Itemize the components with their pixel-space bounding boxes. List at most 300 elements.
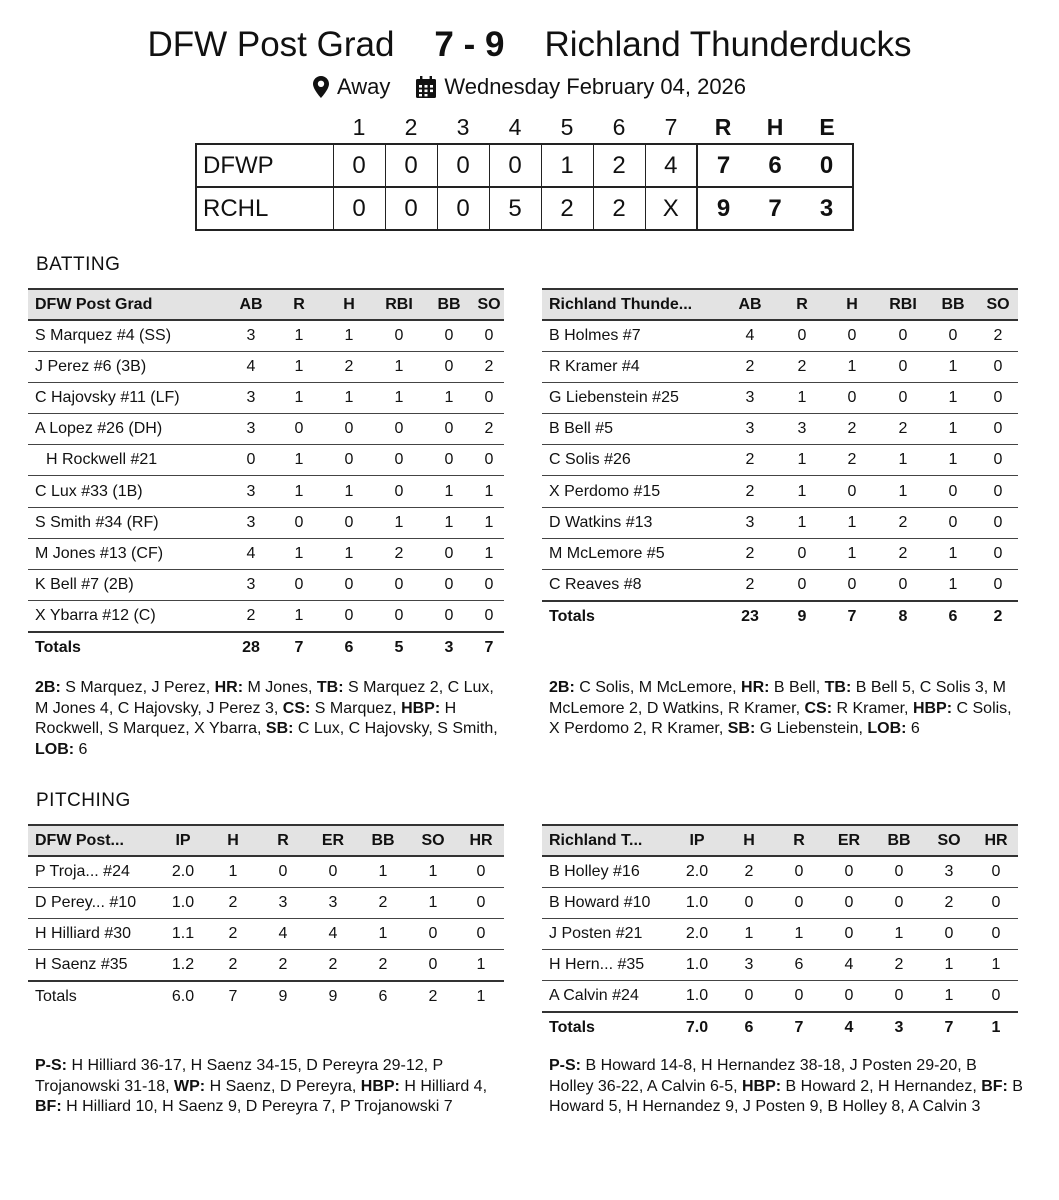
stat-cell: 1	[324, 320, 374, 351]
stat-cell: 0	[474, 382, 504, 413]
stat-cell: 0	[474, 320, 504, 351]
line-score-header	[196, 112, 853, 144]
ab-header: AB	[722, 289, 778, 320]
team-column-header: DFW Post...	[28, 825, 158, 856]
stat-cell: 0	[978, 445, 1018, 476]
stat-cell: 1	[874, 918, 924, 949]
stat-cell: 0	[424, 570, 474, 601]
away-batting-table	[28, 288, 504, 663]
game-header	[0, 20, 1059, 70]
stat-cell: 3	[228, 507, 274, 538]
player-row	[542, 507, 1018, 538]
stat-cell: 1	[928, 414, 978, 445]
player-row	[542, 981, 1018, 1012]
stat-cell: 3	[308, 887, 358, 918]
stat-cell: 1	[408, 856, 458, 887]
player-row	[542, 570, 1018, 601]
player-name: G Liebenstein #25	[542, 382, 722, 413]
totals-label: Totals	[549, 607, 595, 625]
total-cell: 9	[328, 987, 338, 1005]
total-cell: 7	[484, 638, 494, 656]
stat-cell: 0	[824, 918, 874, 949]
note-text: B Bell,	[769, 679, 825, 696]
so-header: SO	[978, 289, 1018, 320]
stat-cell: 1	[474, 476, 504, 507]
hr-header: HR	[458, 825, 504, 856]
h-header: H	[324, 289, 374, 320]
stat-cell: 1	[424, 382, 474, 413]
stat-cell: 1	[274, 382, 324, 413]
player-name: A Calvin #24	[542, 981, 670, 1012]
player-row	[542, 918, 1018, 949]
total-cell: 3	[894, 1019, 904, 1037]
stat-cell: 3	[258, 887, 308, 918]
inning-header: 4	[508, 114, 522, 140]
stat-cell: 1	[878, 445, 928, 476]
player-row	[28, 507, 504, 538]
stat-cell: 2	[208, 950, 258, 981]
player-name: B Holmes #7	[542, 320, 722, 351]
inning-score: 4	[645, 144, 697, 187]
player-row	[542, 856, 1018, 887]
stat-cell: 1	[274, 351, 324, 382]
r-header: R	[258, 825, 308, 856]
stat-cell: 2	[724, 856, 774, 887]
inning-score: 1	[541, 144, 593, 187]
inning-header: 2	[404, 114, 418, 140]
stat-cell: 1	[374, 507, 424, 538]
note-text: R Kramer,	[832, 699, 913, 717]
stat-cell: 1.0	[158, 887, 208, 918]
stat-cell: 0	[274, 414, 324, 445]
stat-cell: 3	[722, 414, 778, 445]
inning-score: 2	[593, 187, 645, 230]
stat-cell: 0	[824, 981, 874, 1012]
inning-score: 2	[593, 144, 645, 187]
note-label: HR:	[741, 679, 770, 696]
stat-cell: 2	[374, 538, 424, 569]
stat-cell: 2	[358, 887, 408, 918]
stat-cell: 1	[424, 507, 474, 538]
stat-cell: 0	[424, 445, 474, 476]
stat-cell: 0	[978, 351, 1018, 382]
stat-cell: 0	[374, 601, 424, 632]
stat-cell: 4	[228, 538, 274, 569]
home-pitching-table	[542, 824, 1018, 1043]
player-row	[542, 950, 1018, 981]
totals-label: Totals	[35, 987, 77, 1005]
player-row	[28, 382, 504, 413]
total-cell: 5	[394, 638, 404, 656]
stat-cell: 0	[324, 601, 374, 632]
stat-cell: 2	[722, 476, 778, 507]
stat-cell: 3	[722, 507, 778, 538]
note-text: H Rockwell, S Marquez, X Ybarra,	[35, 699, 457, 737]
so-header: SO	[924, 825, 974, 856]
stat-cell: 0	[978, 538, 1018, 569]
stat-cell: 0	[928, 507, 978, 538]
total-cell: 7	[944, 1019, 954, 1037]
inning-score: 0	[333, 144, 385, 187]
stat-cell: 2	[474, 414, 504, 445]
stat-cell: 0	[974, 856, 1018, 887]
player-row	[542, 476, 1018, 507]
stat-cell: 1	[974, 950, 1018, 981]
stat-cell: 1	[724, 918, 774, 949]
note-label: LOB:	[867, 720, 907, 737]
stat-cell: 0	[474, 570, 504, 601]
player-row	[28, 414, 504, 445]
note-label: SB:	[265, 720, 294, 737]
player-name: B Holley #16	[542, 856, 670, 887]
note-text: B Howard 2, H Hernandez,	[781, 1077, 982, 1095]
stat-cell: 0	[878, 382, 928, 413]
player-row	[542, 320, 1018, 351]
note-label: HBP:	[912, 699, 953, 717]
player-name: J Posten #21	[542, 918, 670, 949]
total-cell: 7.0	[685, 1019, 709, 1037]
note-label: HR:	[214, 679, 244, 696]
stat-cell: 0	[978, 507, 1018, 538]
game-info	[0, 72, 1059, 102]
stat-cell: 0	[978, 570, 1018, 601]
stat-cell: 0	[774, 887, 824, 918]
stat-cell: 0	[824, 887, 874, 918]
stat-cell: 0	[978, 382, 1018, 413]
stat-cell: 0	[374, 476, 424, 507]
note-label: HBP:	[401, 699, 441, 717]
player-name: C Reaves #8	[542, 570, 722, 601]
note-text: 6	[906, 720, 920, 737]
stat-cell: 2	[978, 320, 1018, 351]
location-item	[313, 74, 390, 100]
stat-cell: 0	[374, 320, 424, 351]
h-header: H	[208, 825, 258, 856]
player-name: K Bell #7 (2B)	[28, 570, 228, 601]
stat-cell: 0	[458, 856, 504, 887]
h-header: H	[826, 289, 878, 320]
runs-total: 7	[697, 144, 749, 187]
errors-total: 0	[801, 144, 853, 187]
player-name: D Perey... #10	[28, 887, 158, 918]
stat-cell: 0	[274, 507, 324, 538]
stat-cell: 1	[778, 476, 826, 507]
total-cell: 6	[744, 1019, 754, 1037]
hits-header: H	[766, 114, 784, 140]
stat-cell: 2	[324, 351, 374, 382]
stat-cell: 0	[778, 320, 826, 351]
stat-cell: 0	[878, 570, 928, 601]
stat-cell: 2	[878, 538, 928, 569]
stat-cell: 0	[228, 445, 274, 476]
home-batting-table	[542, 288, 1018, 632]
date-text: Wednesday February 04, 2026	[444, 74, 747, 99]
inning-score: 5	[489, 187, 541, 230]
player-name: M Jones #13 (CF)	[28, 538, 228, 569]
final-score: 7 - 9	[434, 25, 505, 64]
stat-cell: 1	[374, 351, 424, 382]
totals-label: Totals	[549, 1019, 595, 1037]
total-cell: 2	[428, 987, 438, 1005]
total-cell: 7	[294, 638, 304, 656]
note-label: TB:	[824, 679, 852, 696]
stat-cell: 3	[722, 382, 778, 413]
batting-section-title: BATTING	[36, 254, 121, 275]
stat-cell: 1	[778, 507, 826, 538]
stat-cell: 1	[374, 382, 424, 413]
stat-cell: 2	[878, 414, 928, 445]
stat-cell: 0	[874, 856, 924, 887]
note-text: H Saenz, D Pereyra,	[205, 1077, 361, 1095]
total-cell: 7	[847, 607, 857, 625]
stat-cell: 1	[408, 887, 458, 918]
totals-row	[542, 1012, 1018, 1043]
stat-cell: 1	[928, 445, 978, 476]
stat-cell: 1.0	[670, 981, 724, 1012]
inning-score: 0	[437, 144, 489, 187]
note-text: H Hilliard 4,	[399, 1077, 488, 1095]
map-pin-icon	[313, 76, 329, 98]
stat-cell: 0	[826, 320, 878, 351]
r-header: R	[274, 289, 324, 320]
note-text: B Howard 14-8, H Hernandez 38-18, J Posten 29-20, B Holley 36-22, A Calvin 6-5,	[549, 1057, 977, 1095]
stat-cell: 1	[324, 382, 374, 413]
player-row	[28, 950, 504, 981]
note-text: 6	[74, 740, 88, 758]
note-label: P-S:	[549, 1057, 581, 1074]
bb-header: BB	[928, 289, 978, 320]
inning-header: 1	[352, 114, 366, 140]
stat-cell: 1	[274, 538, 324, 569]
player-name: R Kramer #4	[542, 351, 722, 382]
stat-cell: 4	[258, 918, 308, 949]
so-header: SO	[408, 825, 458, 856]
player-name: A Lopez #26 (DH)	[28, 414, 228, 445]
line-score-row	[196, 187, 853, 230]
stat-cell: 0	[324, 414, 374, 445]
team-column-header: Richland T...	[542, 825, 670, 856]
stat-cell: 2	[878, 507, 928, 538]
note-label: BF:	[35, 1098, 62, 1115]
hr-header: HR	[974, 825, 1018, 856]
inning-score: 0	[333, 187, 385, 230]
stat-cell: 1	[324, 538, 374, 569]
stat-cell: 0	[458, 887, 504, 918]
player-row	[542, 445, 1018, 476]
player-name: S Marquez #4 (SS)	[28, 320, 228, 351]
player-name: H Hern... #35	[542, 950, 670, 981]
note-label: BF:	[981, 1077, 1008, 1095]
stat-cell: 1	[924, 981, 974, 1012]
total-cell: 9	[797, 607, 807, 625]
calendar-icon	[416, 76, 436, 98]
total-cell: 9	[278, 987, 288, 1005]
stat-cell: 1	[878, 476, 928, 507]
line-score-team: RCHL	[196, 187, 333, 230]
stat-cell: 4	[308, 918, 358, 949]
total-cell: 7	[794, 1019, 804, 1037]
total-cell: 4	[844, 1019, 854, 1037]
player-name: P Troja... #24	[28, 856, 158, 887]
note-text: H Hilliard 10, H Saenz 9, D Pereyra 7, P Trojanowski 7	[61, 1098, 453, 1115]
team-column-header: DFW Post Grad	[28, 289, 228, 320]
stat-cell: 0	[474, 445, 504, 476]
player-row	[28, 887, 504, 918]
home-team-name: Richland Thunderducks	[544, 25, 912, 64]
bb-header: BB	[358, 825, 408, 856]
stat-cell: 3	[228, 570, 274, 601]
stat-cell: 0	[724, 887, 774, 918]
stat-cell: 2	[826, 445, 878, 476]
stat-cell: 1	[424, 476, 474, 507]
stat-cell: 2	[722, 445, 778, 476]
player-row	[28, 570, 504, 601]
note-text: B Howard 5, H Hernandez 9, J Posten 9, B Holley 8, A Calvin 3	[549, 1077, 1023, 1115]
note-text: G Liebenstein,	[755, 720, 868, 737]
note-label: TB:	[316, 679, 344, 696]
inning-header: 6	[612, 114, 626, 140]
stat-cell: 2	[722, 570, 778, 601]
stat-cell: 2	[924, 887, 974, 918]
total-cell: 28	[242, 638, 260, 656]
stat-cell: 3	[778, 414, 826, 445]
inning-header: 7	[664, 114, 678, 140]
stat-cell: 1	[474, 538, 504, 569]
stat-cell: 4	[228, 351, 274, 382]
stat-cell: 0	[408, 918, 458, 949]
er-header: ER	[824, 825, 874, 856]
stat-cell: 0	[826, 476, 878, 507]
line-score-table	[195, 112, 854, 231]
r-header: R	[778, 289, 826, 320]
stat-cell: 1	[774, 918, 824, 949]
note-label: LOB:	[35, 740, 75, 758]
stat-cell: 2	[208, 918, 258, 949]
stat-cell: 2.0	[670, 918, 724, 949]
stat-cell: 1	[274, 320, 324, 351]
note-text: S Marquez,	[310, 699, 402, 717]
stat-cell: 0	[928, 320, 978, 351]
line-score-row	[196, 144, 853, 187]
stat-cell: 0	[778, 538, 826, 569]
stat-cell: 0	[978, 476, 1018, 507]
player-row	[542, 414, 1018, 445]
stat-cell: 2	[208, 887, 258, 918]
player-name: X Perdomo #15	[542, 476, 722, 507]
note-text: C Solis, M McLemore,	[574, 679, 742, 696]
stat-cell: 1.1	[158, 918, 208, 949]
stat-cell: 1	[826, 351, 878, 382]
stat-cell: 0	[878, 351, 928, 382]
note-label: P-S:	[35, 1057, 67, 1074]
home-batting-notes	[549, 678, 1019, 740]
player-row	[28, 918, 504, 949]
runs-header: R	[714, 114, 732, 140]
player-row	[28, 538, 504, 569]
stat-cell: 0	[424, 538, 474, 569]
note-text: S Marquez 2, C Lux, M Jones 4, C Hajovsky, J Perez 3,	[35, 679, 494, 717]
player-name: H Saenz #35	[28, 950, 158, 981]
stat-cell: 0	[308, 856, 358, 887]
stat-cell: 4	[824, 950, 874, 981]
stat-cell: 0	[774, 856, 824, 887]
away-pitching-notes	[35, 1056, 505, 1118]
player-name: J Perez #6 (3B)	[28, 351, 228, 382]
player-row	[28, 351, 504, 382]
location-text: Away	[336, 74, 391, 99]
ip-header: IP	[158, 825, 208, 856]
stat-cell: 2	[722, 351, 778, 382]
note-label: CS:	[804, 699, 833, 717]
stat-cell: 3	[228, 476, 274, 507]
stat-cell: 0	[324, 570, 374, 601]
stat-cell: 0	[974, 981, 1018, 1012]
stat-cell: 2	[874, 950, 924, 981]
stat-cell: 3	[228, 320, 274, 351]
inning-header: 3	[456, 114, 470, 140]
note-text: C Lux, C Hajovsky, S Smith,	[293, 720, 498, 737]
stat-cell: 1.0	[670, 950, 724, 981]
stat-cell: 1	[324, 476, 374, 507]
inning-score: 2	[541, 187, 593, 230]
stat-cell: 1	[928, 382, 978, 413]
batting-header-row	[542, 289, 1018, 320]
stat-cell: 4	[722, 320, 778, 351]
note-label: CS:	[282, 699, 311, 717]
player-row	[542, 351, 1018, 382]
stat-cell: 1.0	[670, 887, 724, 918]
stat-cell: 0	[424, 351, 474, 382]
stat-cell: 2	[228, 601, 274, 632]
stat-cell: 0	[878, 320, 928, 351]
note-label: 2B:	[35, 679, 61, 696]
player-row	[28, 445, 504, 476]
r-header: R	[774, 825, 824, 856]
total-cell: 1	[476, 987, 486, 1005]
pitching-header-row	[542, 825, 1018, 856]
stat-cell: 2.0	[670, 856, 724, 887]
note-label: HBP:	[742, 1077, 782, 1095]
stat-cell: 3	[228, 382, 274, 413]
stat-cell: 2	[778, 351, 826, 382]
stat-cell: 0	[928, 476, 978, 507]
stat-cell: 0	[874, 981, 924, 1012]
stat-cell: 1.2	[158, 950, 208, 981]
stat-cell: 0	[724, 981, 774, 1012]
note-text: C Solis, X Perdomo 2, R Kramer,	[549, 699, 1012, 737]
note-label: WP:	[174, 1077, 206, 1095]
stat-cell: 1	[208, 856, 258, 887]
stat-cell: 0	[978, 414, 1018, 445]
stat-cell: 1	[358, 856, 408, 887]
player-row	[542, 538, 1018, 569]
total-cell: 8	[898, 607, 908, 625]
note-text: H Hilliard 36-17, H Saenz 34-15, D Pereyra 29-12, P Trojanowski 31-18,	[35, 1057, 443, 1095]
pitching-header-row	[28, 825, 504, 856]
ab-header: AB	[228, 289, 274, 320]
note-text: M Jones,	[243, 679, 317, 696]
player-row	[28, 320, 504, 351]
away-team-name: DFW Post Grad	[147, 25, 395, 64]
stat-cell: 0	[424, 320, 474, 351]
note-label: 2B:	[549, 679, 575, 696]
stat-cell: 1	[274, 476, 324, 507]
stat-cell: 0	[274, 570, 324, 601]
date-item	[416, 74, 746, 100]
note-label: HBP:	[360, 1077, 400, 1095]
total-cell: 6	[948, 607, 958, 625]
stat-cell: 0	[374, 414, 424, 445]
